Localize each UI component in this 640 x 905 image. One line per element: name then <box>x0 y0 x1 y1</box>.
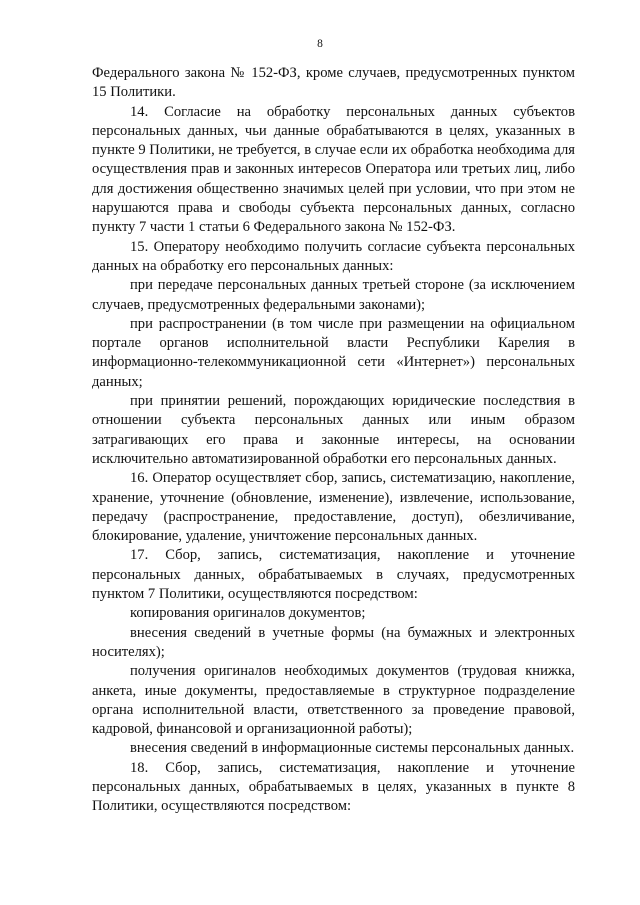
paragraph-14: 14. Согласие на обработку персональных данных субъектов персональных данных, чьи данные обрабатываются в целях, указанных в пункте 9 Политики, не требуется, в случае если их обработка необходима для осуществления прав и законных интересов Оператора или третьих лиц, либо для достижения общественно значимых целей при условии, что при этом не нарушаются права и свободы субъекта персональных данных, согласно пункту 7 части 1 статьи 6 Федерального закона № 152-ФЗ. <box>92 103 575 236</box>
paragraph-17-item-systems: внесения сведений в информационные системы персональных данных. <box>130 740 575 757</box>
paragraph-15-item-decisions: при принятии решений, порождающих юридические последствия в отношении субъекта персональных данных или иным образом затрагивающих его права и законные интересы, на основании исключительно автоматизированной обработки его персональных данных. <box>92 393 575 467</box>
paragraph-15-item-distribution: при распространении (в том числе при размещении на официальном портале органов исполнительной власти Республики Карелия в информационно-телекоммуникационной сети «Интернет») персональных данных; <box>92 315 575 390</box>
paragraph-15: 15. Оператору необходимо получить согласие субъекта персональных данных на обработку его персональных данных: <box>92 238 575 274</box>
paragraph-17-item-copying: копирования оригиналов документов; <box>130 605 366 622</box>
page-number: 8 <box>317 38 323 50</box>
paragraph-17: 17. Сбор, запись, систематизация, накопление и уточнение персональных данных, обрабатываемых в случаях, предусмотренных пунктом 7 Политики, осуществляются посредством: <box>92 547 575 603</box>
paragraph-continuation: Федерального закона № 152-ФЗ, кроме случаев, предусмотренных пунктом 15 Политики. <box>92 65 575 101</box>
paragraph-16: 16. Оператор осуществляет сбор, запись, систематизацию, накопление, хранение, уточнение (обновление, изменение), извлечение, использование, передачу (распространение, предоставление, доступ), обезличивание, блокирование, удаление, уничтожение персональных данных. <box>92 470 575 545</box>
paragraph-17-item-forms: внесения сведений в учетные формы (на бумажных и электронных носителях); <box>92 624 575 660</box>
paragraph-17-item-originals: получения оригиналов необходимых документов (трудовая книжка, анкета, иные документы, предоставляемые в структурное подразделение органа исполнительной власти, ответственного за проведение правовой, кадровой, финансовой и организационной работы); <box>92 663 575 738</box>
document-body <box>92 64 575 817</box>
paragraph-18: 18. Сбор, запись, систематизация, накопление и уточнение персональных данных, обрабатываемых в целях, указанных в пункте 8 Политики, осуществляются посредством: <box>92 759 575 815</box>
paragraph-15-item-transfer: при передаче персональных данных третьей стороне (за исключением случаев, предусмотренных федеральными законами); <box>92 277 575 313</box>
